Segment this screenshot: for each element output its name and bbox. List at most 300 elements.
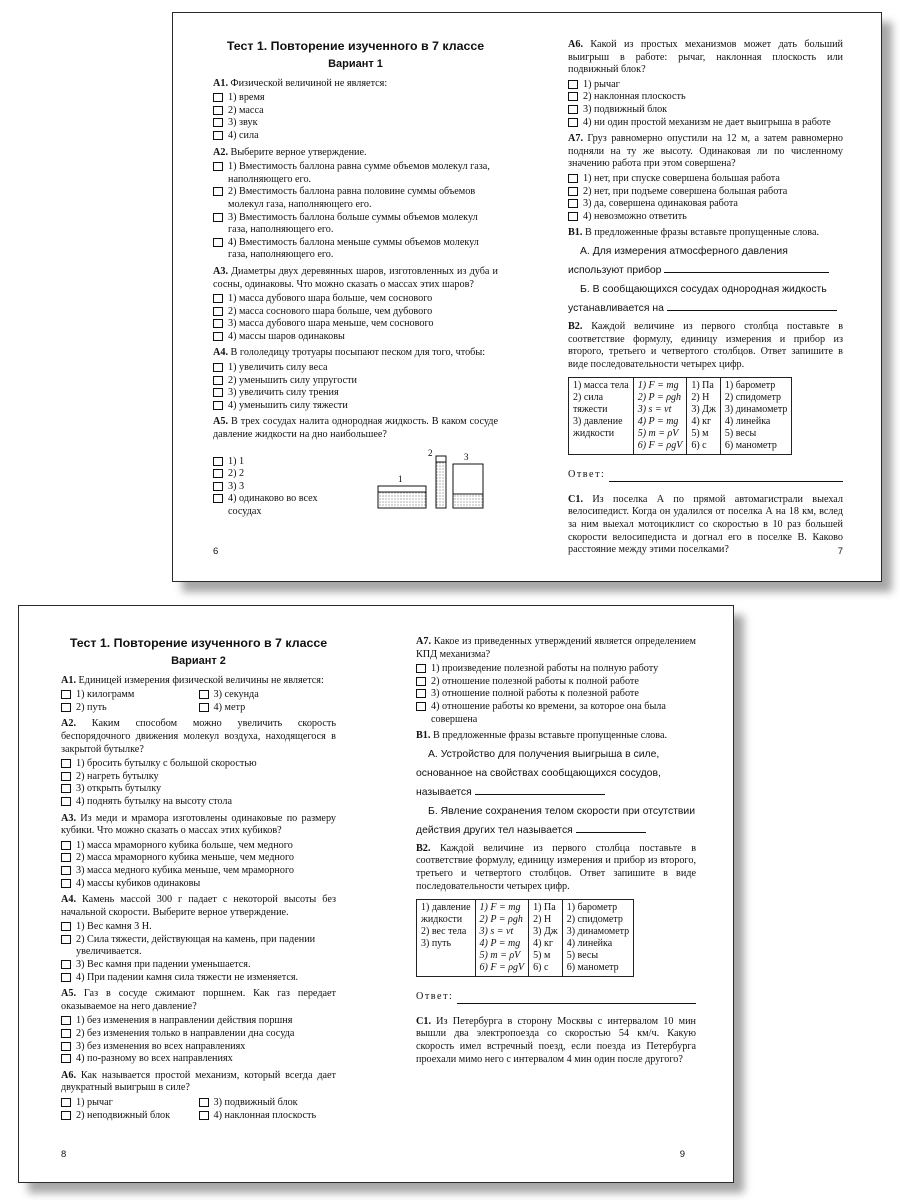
checkbox[interactable] (213, 319, 223, 328)
checkbox[interactable] (61, 841, 71, 850)
questions-list (61, 718, 336, 1065)
matching-table (416, 899, 634, 977)
option-text: 1) без изменения в направлении действия поршня (76, 1015, 293, 1027)
checkbox[interactable] (568, 80, 578, 89)
option-text: 2) 2 (228, 468, 245, 480)
test-title: Тест 1. Повторение изученного в 7 классе (226, 39, 485, 53)
table-cell-line: 1) барометр (724, 380, 776, 392)
option-text: 1) произведение полезной работы на полную работу (431, 663, 659, 675)
workbook-spread-variant-1 (172, 12, 882, 582)
answer-option (61, 852, 336, 865)
table-cell-line: 4) кг (691, 416, 712, 428)
checkbox[interactable] (61, 866, 71, 875)
answer-option (213, 186, 498, 211)
table-cell-line: 3) путь (421, 938, 452, 950)
answer-option (213, 306, 498, 319)
checkbox[interactable] (568, 105, 578, 114)
table-cell-line: 4) P = mg (637, 416, 679, 428)
question-text: А2. Каким способом можно увеличить скорость беспорядочного движения молекул воздуха, находящегося в закрытой бутылке? (61, 718, 336, 755)
checkbox[interactable] (568, 118, 578, 127)
option-text: 1) бросить бутылку с большой скоростью (76, 758, 257, 770)
answer-option (213, 293, 498, 306)
checkbox[interactable] (568, 199, 578, 208)
checkbox[interactable] (416, 702, 426, 711)
answer-option (213, 400, 498, 413)
question-number: А2. (61, 718, 76, 730)
question-text: А7. Груз равномерно опустили на 12 м, а затем равномерно подняли на ту же высоту. Одинаковая ли по численному значению работа при этом совершена? (568, 133, 843, 170)
answer-option (568, 198, 843, 211)
answer-option (61, 1110, 199, 1123)
checkbox[interactable] (61, 1042, 71, 1051)
answer-option (568, 79, 843, 92)
option-text: 2) масса соснового шара больше, чем дубового (228, 305, 433, 317)
checkbox[interactable] (213, 401, 223, 410)
question-number: А3. (213, 265, 228, 277)
checkbox[interactable] (213, 363, 223, 372)
table-cell-line: 1) Па (533, 902, 556, 914)
question-text: А1. Физической величиной не является: (213, 77, 388, 89)
checkbox[interactable] (213, 307, 223, 316)
checkbox[interactable] (199, 1111, 209, 1120)
answer-option (199, 689, 337, 702)
checkbox[interactable] (61, 1098, 71, 1107)
answer-option (61, 840, 336, 853)
option-text: 1) Вес камня 3 Н. (76, 921, 152, 933)
option-text: 1) увеличить силу веса (228, 362, 328, 374)
question-text: А5. В трех сосудах налита однородная жидкость. В каком сосуде давление жидкости на дно наибольшее? (213, 416, 498, 441)
option-text: 3) без изменения во всех направлениях (76, 1040, 246, 1052)
question-number: А5. (61, 988, 76, 1000)
table-cell-line: 3) s = vt (637, 404, 672, 416)
option-text: 3) секунда (213, 689, 259, 701)
table-cell-line: 1) F = mg (637, 380, 679, 392)
checkbox[interactable] (61, 797, 71, 806)
option-text: 2) неподвижный блок (76, 1109, 171, 1121)
answer-option (568, 211, 843, 224)
answer-option (568, 91, 843, 104)
page-number: 7 (837, 546, 843, 557)
answer-option (61, 972, 336, 985)
option-text: 2) наклонная плоскость (583, 91, 686, 103)
table-cell-line: 6) F = ρgV (637, 440, 683, 452)
table-cell-line: 3) динамометр (724, 404, 788, 416)
table-cell-line: 5) весы (566, 950, 599, 962)
option-text: 3) открыть бутылку (76, 783, 162, 795)
questions-list (568, 39, 843, 223)
question-block (213, 147, 498, 262)
option-text: 4) метр (213, 701, 246, 713)
answer-option (213, 375, 498, 388)
checkbox[interactable] (213, 131, 223, 140)
page-number: 6 (213, 546, 219, 557)
checkbox[interactable] (213, 213, 223, 222)
workbook-spread-variant-2 (18, 605, 734, 1183)
question-number: А6. (568, 39, 583, 50)
checkbox[interactable] (61, 1029, 71, 1038)
table-cell-line: 1) F = mg (479, 902, 521, 914)
option-text: 1) нет, при спуске совершена большая работа (583, 172, 780, 184)
answer-option (416, 663, 696, 676)
page-7-column (568, 39, 843, 559)
table-cell-line: 6) манометр (724, 440, 777, 452)
checkbox[interactable] (61, 772, 71, 781)
checkbox[interactable] (61, 879, 71, 888)
table-cell-line: 2) Н (533, 914, 552, 926)
answer-option (61, 921, 336, 934)
questions-list (213, 78, 498, 413)
answer-option (61, 1015, 336, 1028)
instrument-column (562, 900, 633, 977)
table-cell-line: 2) вес тела (421, 926, 467, 938)
answer-option (416, 701, 696, 726)
vessel-1-label: 1 (398, 473, 403, 484)
answer-option (213, 387, 498, 400)
checkbox[interactable] (199, 1098, 209, 1107)
table-cell-line: 2) P = ρgh (637, 392, 682, 404)
checkbox[interactable] (61, 853, 71, 862)
table-cell-line: 6) с (533, 962, 549, 974)
option-text: 3) да, совершена одинаковая работа (583, 198, 738, 210)
checkbox[interactable] (416, 677, 426, 686)
answer-option (199, 1097, 337, 1110)
quantity-column (417, 900, 476, 977)
checkbox[interactable] (416, 689, 426, 698)
answer-blank[interactable] (475, 784, 605, 795)
table-cell-line: 3) давление (573, 416, 623, 428)
question-block (61, 718, 336, 808)
answer-option (213, 92, 498, 105)
option-text: 2) отношение полезной работы к полной работе (431, 675, 639, 687)
answer-input-line[interactable] (457, 993, 696, 1004)
question-block (61, 813, 336, 891)
table-cell-line: 3) динамометр (566, 926, 630, 938)
question-a7: А7. Какое из приведенных утверждений является определением КПД механизма? 1) произведение полезной работы на полную работу 2) отношение полезной работы к полной работе 3) отношение полной работы к полезной работе 4) отношение работы ко времени, за которое она была совершена (416, 636, 696, 725)
question-block (61, 894, 336, 984)
checkbox[interactable] (213, 106, 223, 115)
answer-option (61, 959, 336, 972)
table-cell-line: 4) линейка (566, 938, 613, 950)
table-cell-line: 1) барометр (566, 902, 618, 914)
instrument-column (720, 378, 791, 455)
answer-option (61, 1053, 336, 1066)
a5-options (213, 456, 353, 519)
option-text: 4) массы кубиков одинаковы (76, 877, 201, 889)
table-cell-line: 5) m = ρV (479, 950, 521, 962)
checkbox[interactable] (568, 187, 578, 196)
checkbox[interactable] (199, 690, 209, 699)
table-cell-line: 5) м (533, 950, 551, 962)
answer-option (61, 689, 199, 702)
answer-option (213, 493, 353, 518)
page-8-column (61, 636, 336, 1126)
answer-option (568, 117, 843, 130)
option-text: 4) сила (228, 129, 259, 141)
vessels-figure (376, 444, 496, 514)
checkbox[interactable] (568, 212, 578, 221)
answer-option (213, 161, 498, 186)
answer-option (61, 771, 336, 784)
answer-input-line[interactable] (609, 471, 843, 482)
quantity-column (569, 378, 634, 455)
question-b2: В2. Каждой величине из первого столбца поставьте в соответствие формулу, единицу измерения и прибор из второго, третьего и четвертого столбцов. Ответ запишите в виде последовательности четырех цифр. (416, 842, 696, 892)
table-cell-line: 6) F = ρgV (479, 962, 525, 974)
question-block (213, 347, 498, 412)
question-text: А6. Какой из простых механизмов может дать больший выигрыш в работе: рычаг, наклонная плоскость или подвижный блок? (568, 39, 843, 76)
option-text: 2) без изменения только в направлении дна сосуда (76, 1028, 295, 1040)
answer-option (61, 1041, 336, 1054)
question-text: А3. Из меди и мрамора изготовлены одинаковые по размеру кубики. Что можно сказать о массах этих кубиков? (61, 812, 336, 837)
checkbox[interactable] (568, 174, 578, 183)
answer-option (568, 186, 843, 199)
checkbox[interactable] (61, 1054, 71, 1063)
question-block (568, 39, 843, 129)
table-cell-line: 5) m = ρV (637, 428, 679, 440)
option-text: 4) поднять бутылку на высоту стола (76, 795, 232, 807)
checkbox[interactable] (61, 703, 71, 712)
page-number: 8 (61, 1149, 67, 1160)
question-b1: В1. В предложенные фразы вставьте пропущенные слова. (416, 730, 668, 742)
page-number: 9 (679, 1149, 685, 1160)
table-cell-line: 3) Дж (533, 926, 558, 938)
b1-phrase-b: Б. В сообщающихся сосудах однородная жидкость устанавливается на (568, 280, 843, 318)
table-cell-line: 4) P = mg (479, 938, 521, 950)
checkbox[interactable] (213, 482, 223, 491)
option-text: 1) масса дубового шара больше, чем соснового (228, 293, 433, 305)
answer-option (61, 758, 336, 771)
option-text: 2) Сила тяжести, действующая на камень, при падении увеличивается. (76, 933, 316, 958)
checkbox[interactable] (61, 759, 71, 768)
answer-option (213, 456, 353, 469)
question-b1: В1. В предложенные фразы вставьте пропущенные слова. (568, 227, 820, 239)
checkbox[interactable] (61, 935, 71, 944)
formula-column (475, 900, 529, 977)
checkbox[interactable] (61, 690, 71, 699)
checkbox[interactable] (61, 973, 71, 982)
answer-option (61, 1028, 336, 1041)
answer-option (568, 104, 843, 117)
option-text: 1) рычаг (76, 1097, 113, 1108)
b1-phrase-b: Б. Явление сохранения телом скорости при отсутствии действия других тел называется (416, 805, 696, 836)
vessel-2-liquid (436, 462, 446, 508)
question-text: А3. Диаметры двух деревянных шаров, изготовленных из дуба и сосны, одинаковы. Что можно сказать о массах этих шаров? (213, 265, 498, 290)
answer-blank[interactable] (664, 262, 829, 273)
checkbox[interactable] (213, 469, 223, 478)
option-text: 3) Вместимость баллона больше суммы объемов молекул газа, наполняющего его. (228, 211, 478, 236)
answer-option (61, 783, 336, 796)
option-text: 4) При падении камня сила тяжести не изменяется. (76, 971, 299, 983)
answer-option (61, 934, 336, 959)
question-a5 (213, 416, 498, 517)
table-cell-line: 6) с (691, 440, 707, 452)
table-cell-line: 1) масса тела (573, 380, 629, 392)
question-a1: А1. Единицей измерения физической величины не является: 1) килограмм 2) путь 3) секунда 4) метр (61, 675, 336, 715)
checkbox[interactable] (213, 294, 223, 303)
checkbox[interactable] (199, 703, 209, 712)
vessel-1-liquid (378, 492, 426, 508)
table-cell-line: жидкости (421, 914, 463, 926)
option-text: 3) масса медного кубика меньше, чем мраморного (76, 864, 294, 876)
checkbox[interactable] (61, 784, 71, 793)
answer-blank[interactable] (667, 300, 837, 311)
b1-phrase-a: А. Для измерения атмосферного давления используют прибор (568, 242, 843, 280)
answer-option (416, 676, 696, 689)
question-text: А2. Выберите верное утверждение. (213, 146, 367, 158)
answer-option (213, 212, 498, 237)
checkbox[interactable] (213, 162, 223, 171)
option-text: 4) одинаково во всех сосудах (228, 493, 318, 517)
test-title: Тест 1. Повторение изученного в 7 классе (69, 636, 328, 650)
option-text: 1) килограмм (76, 689, 135, 701)
table-cell-line: 3) s = vt (479, 926, 514, 938)
answer-option (213, 481, 353, 494)
checkbox[interactable] (213, 376, 223, 385)
answer-option (416, 688, 696, 701)
option-text: 2) масса (228, 104, 264, 116)
question-number: А3. (61, 812, 76, 824)
b1-phrase-a: А. Устройство для получения выигрыша в силе, основанное на свойствах сообщающихся сосудов, называется (416, 748, 661, 798)
answer-option (199, 1110, 337, 1123)
option-text: 3) отношение полной работы к полезной работе (431, 688, 639, 700)
answer-option (213, 117, 498, 130)
table-cell-line: 6) манометр (566, 962, 619, 974)
question-text: А5. Газ в сосуде сжимают поршнем. Как газ передает оказываемое на него давление? (61, 988, 336, 1012)
question-number: А1. (213, 77, 228, 89)
question-a6: А6. Как называется простой механизм, который всегда дает двукратный выигрыш в силе? 1) рычаг 2) неподвижный блок 3) подвижный блок 4) наклонная плоскость (61, 1069, 336, 1121)
option-text: 4) Вместимость баллона меньше суммы объемов молекул газа, наполняющего его. (228, 236, 479, 261)
table-cell-line: 1) давление (421, 902, 471, 914)
answer-option (568, 173, 843, 186)
checkbox[interactable] (416, 664, 426, 673)
table-cell-line: 5) весы (724, 428, 757, 440)
table-cell-line: тяжести (573, 404, 608, 416)
option-text: 3) Вес камня при падении уменьшается. (76, 959, 251, 971)
answer-option (213, 331, 498, 344)
variant-heading: Вариант 2 (171, 655, 226, 667)
checkbox[interactable] (61, 922, 71, 931)
option-text: 4) наклонная плоскость (213, 1109, 317, 1121)
option-text: 3) подвижный блок (583, 103, 668, 115)
checkbox[interactable] (61, 1016, 71, 1025)
option-text: 1) рычаг (583, 78, 620, 90)
checkbox[interactable] (213, 238, 223, 247)
option-text: 1) масса мраморного кубика больше, чем медного (76, 839, 293, 851)
answer-option (61, 796, 336, 809)
option-text: 4) массы шаров одинаковы (228, 330, 345, 342)
checkbox[interactable] (213, 93, 223, 102)
question-c1: С1. Из поселка А по прямой автомагистрали выехал велосипедист. Когда он удалился от поселка А на 18 км, вслед за ним выехал мотоциклист со скоростью в 10 раз большей скорости велосипедиста и догнал его в поселке В. Каково расстояние между этими поселками? (568, 493, 843, 556)
answer-option (199, 702, 337, 715)
table-cell-line: 2) P = ρgh (479, 914, 523, 926)
question-number: А7. (568, 133, 583, 145)
answer-option (213, 130, 498, 143)
option-text: 3) увеличить силу трения (228, 387, 339, 399)
checkbox[interactable] (213, 187, 223, 196)
option-text: 2) нет, при подъеме совершена большая работа (583, 185, 788, 197)
question-number: А2. (213, 146, 228, 158)
option-text: 4) невозможно ответить (583, 210, 687, 222)
checkbox[interactable] (213, 494, 223, 503)
option-text: 1) Вместимость баллона равна сумме объемов молекул газа, наполняющего его. (228, 161, 490, 185)
checkbox[interactable] (213, 118, 223, 127)
option-text: 1) время (228, 92, 265, 104)
question-text: А4. В гололедицу тротуары посыпают песком для того, чтобы: (213, 347, 486, 359)
table-cell-line: 3) Дж (691, 404, 716, 416)
answer-blank[interactable] (576, 822, 646, 833)
answer-option (213, 468, 353, 481)
question-block (213, 266, 498, 344)
table-cell-line: 1) Па (691, 380, 714, 392)
table-cell-line: 2) сила (573, 392, 604, 404)
option-text: 3) 3 (228, 480, 245, 492)
page-9-column (416, 636, 696, 1068)
option-text: 4) ни один простой механизм не дает выигрыша в работе (583, 116, 831, 128)
vessel-3-liquid (453, 494, 483, 508)
answer-line: Ответ: (416, 991, 696, 1004)
checkbox[interactable] (61, 960, 71, 969)
checkbox[interactable] (61, 1111, 71, 1120)
option-text: 4) по-разному во всех направлениях (76, 1053, 233, 1065)
answer-option (213, 237, 498, 262)
unit-column (687, 378, 721, 455)
table-cell-line: 2) Н (691, 392, 710, 404)
option-text: 4) отношение работы ко времени, за которое она была совершена (431, 700, 666, 725)
option-text: 2) масса мраморного кубика меньше, чем медного (76, 852, 294, 864)
matching-table (568, 377, 792, 455)
question-number: А4. (213, 347, 228, 359)
answer-option (61, 702, 199, 715)
option-text: 4) уменьшить силу тяжести (228, 399, 348, 411)
option-text: 3) звук (228, 117, 258, 129)
answer-option (213, 105, 498, 118)
question-block (61, 988, 336, 1066)
option-text: 1) 1 (228, 455, 245, 467)
formula-column (633, 378, 687, 455)
table-cell-line: 2) спидометр (724, 392, 782, 404)
option-text: 2) уменьшить силу упругости (228, 374, 357, 386)
table-cell-line: 2) спидометр (566, 914, 623, 926)
table-cell-line: 4) линейка (724, 416, 771, 428)
checkbox[interactable] (568, 92, 578, 101)
answer-option (213, 362, 498, 375)
option-text: 3) масса дубового шара меньше, чем соснового (228, 318, 434, 330)
answer-line: Ответ: (568, 469, 843, 482)
question-text: А4. Камень массой 300 г падает с некоторой высоты без начальной скорости. Выберите верное утверждение. (61, 894, 336, 918)
option-text: 2) путь (76, 701, 107, 713)
option-text: 3) подвижный блок (213, 1097, 298, 1108)
question-c1: С1. Из Петербурга в сторону Москвы с интервалом 10 мин вышли два электропоезда со скоростью 54 км/ч. Какую скорость имел встречный поезд, если поезда из Петербурга проехали мимо него с интервалом 4 мин один после другого? (416, 1015, 696, 1065)
question-block (213, 78, 498, 143)
answer-option (61, 878, 336, 891)
table-cell-line: 5) м (691, 428, 709, 440)
page-6-column (213, 39, 498, 518)
question-b2: В2. Каждой величине из первого столбца поставьте в соответствие формулу, единицу измерения и прибор из второго, третьего и четвертого столбцов. Ответ запишите в виде последовательности четырех цифр. (568, 320, 843, 370)
option-text: 2) нагреть бутылку (76, 770, 159, 782)
variant-heading: Вариант 1 (328, 58, 383, 70)
table-cell-line: 4) кг (533, 938, 553, 950)
vessel-2-label: 2 (428, 447, 433, 458)
question-block (568, 133, 843, 223)
question-number: А4. (61, 894, 76, 906)
checkbox[interactable] (213, 332, 223, 341)
checkbox[interactable] (213, 457, 223, 466)
table-cell-line: жидкости (573, 428, 615, 440)
answer-option (61, 1097, 199, 1110)
answer-option (61, 865, 336, 878)
answer-option (213, 318, 498, 331)
unit-column (529, 900, 563, 977)
option-text: 2) Вместимость баллона равна половине суммы объемов молекул газа, наполняющего его. (228, 186, 476, 210)
checkbox[interactable] (213, 388, 223, 397)
